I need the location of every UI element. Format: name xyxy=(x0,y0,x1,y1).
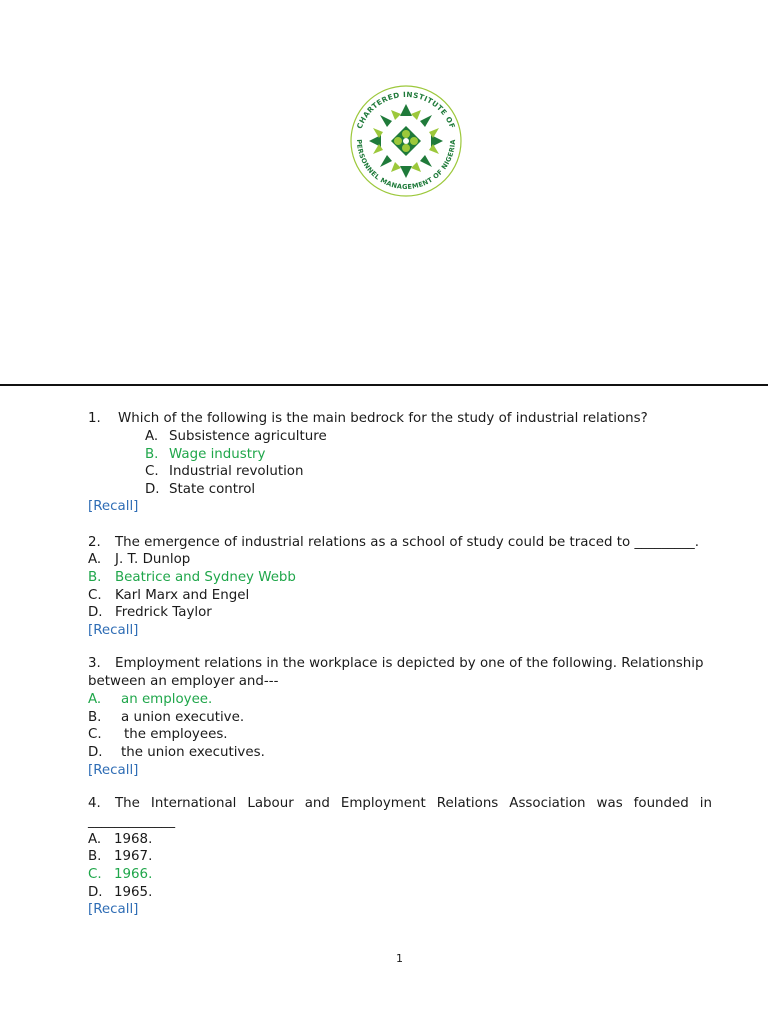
question-number: 2. xyxy=(88,535,101,550)
option-letter-correct: B. xyxy=(145,447,159,462)
option-text: J. T. Dunlop xyxy=(115,552,191,567)
option-text: 1968. xyxy=(114,832,153,847)
cipm-logo xyxy=(345,84,467,198)
option-text-correct: Wage industry xyxy=(169,447,266,462)
option-letter-correct: B. xyxy=(88,570,102,585)
option-text: Industrial revolution xyxy=(169,464,304,479)
option-letter: D. xyxy=(88,885,103,900)
option-letter: C. xyxy=(145,464,159,479)
option-text-correct: Beatrice and Sydney Webb xyxy=(115,570,296,585)
question-text-line1: Employment relations in the workplace is depicted by one of the following. Relationship xyxy=(115,656,704,671)
header-rule xyxy=(0,384,768,386)
recall-link[interactable]: [Recall] xyxy=(88,902,139,917)
option-letter: B. xyxy=(88,849,102,864)
question-text-line2: _____________ xyxy=(88,814,176,829)
option-text: the employees. xyxy=(124,727,228,742)
option-text: 1967. xyxy=(114,849,153,864)
option-text-correct: an employee. xyxy=(121,692,213,707)
option-letter: C. xyxy=(88,727,102,742)
option-letter-correct: A. xyxy=(88,692,102,707)
option-letter: C. xyxy=(88,588,102,603)
question-number: 4. xyxy=(88,796,101,811)
page-number: 1 xyxy=(396,952,403,965)
option-letter: A. xyxy=(88,832,102,847)
option-text-correct: 1966. xyxy=(114,867,153,882)
option-letter: D. xyxy=(88,745,103,760)
recall-link[interactable]: [Recall] xyxy=(88,499,139,514)
option-text: State control xyxy=(169,482,256,497)
option-text: Subsistence agriculture xyxy=(169,429,327,444)
question-text: Which of the following is the main bedrock for the study of industrial relations? xyxy=(118,411,648,426)
option-letter: D. xyxy=(145,482,160,497)
question-text-line2: between an employer and--- xyxy=(88,674,279,689)
option-text: Karl Marx and Engel xyxy=(115,588,250,603)
logo-top-text: CHARTERED INSTITUTE OF xyxy=(354,89,458,130)
option-text: 1965. xyxy=(114,885,153,900)
option-letter-correct: C. xyxy=(88,867,102,882)
recall-link[interactable]: [Recall] xyxy=(88,763,139,778)
option-text: Fredrick Taylor xyxy=(115,605,212,620)
option-text: a union executive. xyxy=(121,710,245,725)
option-letter: A. xyxy=(145,429,159,444)
option-letter: A. xyxy=(88,552,102,567)
recall-link[interactable]: [Recall] xyxy=(88,623,139,638)
option-letter: B. xyxy=(88,710,102,725)
question-text-line1: The International Labour and Employment Relations Association was founded in xyxy=(115,796,712,811)
question-number: 1. xyxy=(88,411,101,426)
logo-bottom-text: PERSONNEL MANAGEMENT OF NIGERIA xyxy=(354,139,458,192)
question-number: 3. xyxy=(88,656,101,671)
option-text: the union executives. xyxy=(121,745,265,760)
question-text: The emergence of industrial relations as a school of study could be traced to _________. xyxy=(115,535,699,550)
option-letter: D. xyxy=(88,605,103,620)
